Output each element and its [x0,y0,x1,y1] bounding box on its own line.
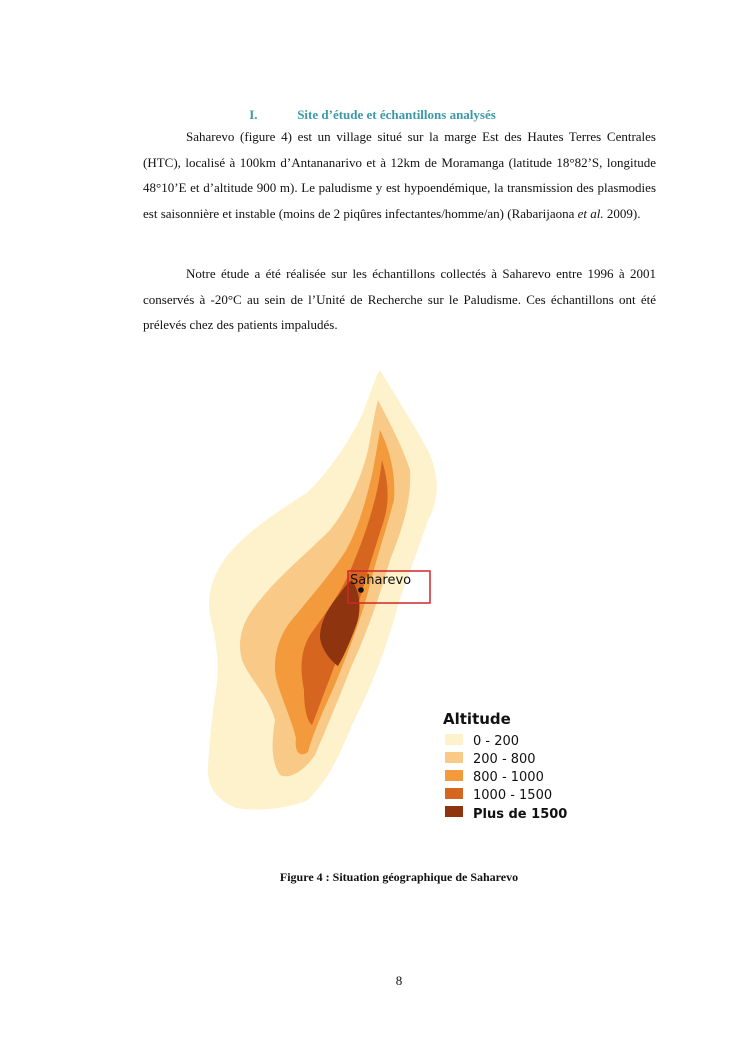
section-heading [0,107,745,123]
legend-label-0: 0 - 200 [473,734,520,749]
legend-swatch-3 [445,788,463,799]
section-title: Site d’étude et échantillons analysés [297,107,496,122]
legend-swatch-0 [445,734,463,745]
legend-swatch-2 [445,770,463,781]
paragraph-samples-text: Notre étude a été réalisée sur les échantillons collectés à Saharevo entre 1996 à 2001 conservés à -20°C au sein de l’Unité de Recherche sur le Paludisme. Ces échantillons ont été prélevés chez des patients impaludés. [143,266,656,332]
altitude-legend [443,710,567,822]
figure-caption: Figure 4 : Situation géographique de Saharevo [279,870,519,884]
legend-label-3: 1000 - 1500 [473,788,553,803]
legend-swatch-1 [445,752,463,763]
legend-label-2: 800 - 1000 [473,770,544,785]
paragraph-site-text: Saharevo (figure 4) est un village situé sur la marge Est des Hautes Terres Centrales (HTC), localisé à 100km d’Antananarivo et à 12km de Moramanga (latitude 18°82’S, longitude 48°10’E et d’altitude 900 m). Le paludisme y est hypoendémique, la transmission des plasmodies est saisonnière et instable (moins de 2 piqûres infectantes/homme/an) (Rabarijaona [143,129,656,221]
legend-label-4: Plus de 1500 [473,807,568,822]
paragraph-samples [143,261,656,338]
legend-title: Altitude [443,710,511,728]
saharevo-marker [358,587,364,593]
legend-label-1: 200 - 800 [473,752,536,767]
madagascar-altitude-map [140,360,610,835]
section-number: I. [249,107,258,122]
saharevo-label: Saharevo [350,573,412,588]
paragraph-site-end: 2009). [603,205,641,221]
legend-swatch-4 [445,806,463,817]
page-number: 8 [395,973,403,988]
paragraph-site [143,124,656,226]
paragraph-site-italic: et al. [577,205,604,221]
